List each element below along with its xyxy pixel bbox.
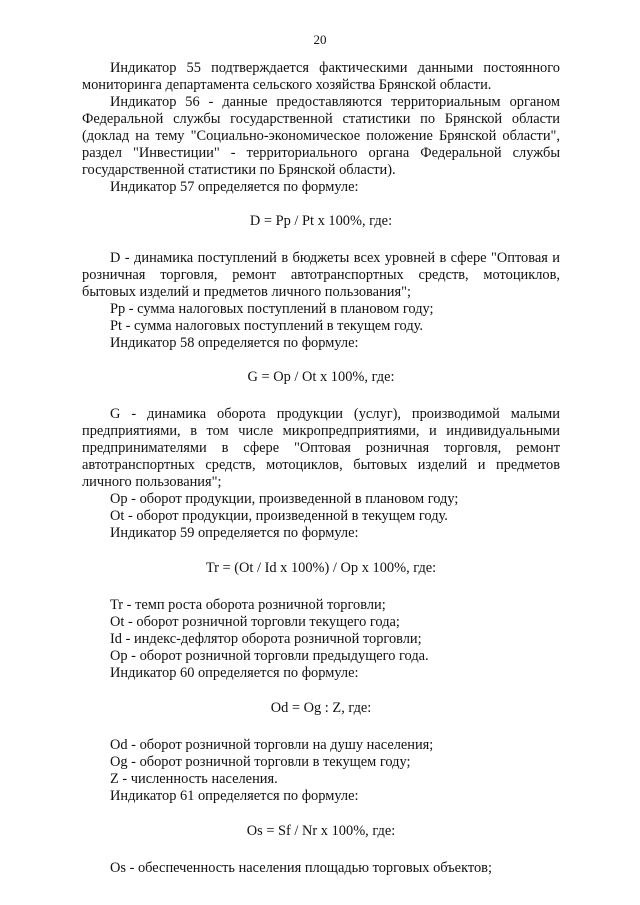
definition-id: Id - индекс-дефлятор оборота розничной торговли;: [110, 631, 422, 647]
paragraph-indicator-60-intro: Индикатор 60 определяется по формуле:: [110, 665, 359, 681]
definition-og: Og - оборот розничной торговли в текущем году;: [110, 754, 411, 770]
formula-g: G = Op / Ot x 100%, где:: [247, 369, 395, 385]
paragraph-indicator-58-intro: Индикатор 58 определяется по формуле:: [110, 335, 359, 351]
definition-op-retail: Op - оборот розничной торговли предыдущего года.: [110, 648, 429, 664]
paragraph-indicator-61-intro: Индикатор 61 определяется по формуле:: [110, 788, 359, 804]
definition-od: Od - оборот розничной торговли на душу населения;: [110, 737, 434, 753]
definition-ot-retail: Ot - оборот розничной торговли текущего года;: [110, 614, 400, 630]
definition-z: Z - численность населения.: [110, 771, 278, 787]
definition-pt: Pt - сумма налоговых поступлений в текущем году.: [110, 318, 424, 334]
definition-tr: Tr - темп роста оборота розничной торговли;: [110, 597, 386, 613]
definition-op: Op - оборот продукции, произведенной в плановом году;: [110, 491, 459, 507]
formula-tr: Tr = (Ot / Id x 100%) / Op x 100%, где:: [205, 560, 437, 576]
paragraph-indicator-56: Индикатор 56 - данные предоставляются территориальным органом Федеральной службы государственной статистики по Брянской области (доклад на тему "Социально-экономическое положение Брянской области", раздел "Инвестиции" - территориального органа Федеральной службы государственной статистики по Брянской области).: [82, 94, 560, 178]
paragraph-indicator-57-intro: Индикатор 57 определяется по формуле:: [110, 179, 359, 195]
definition-d: D - динамика поступлений в бюджеты всех уровней в сфере "Оптовая и розничная торговля, ремонт автотранспортных средств, мотоциклов, бытовых изделий и предметов личного пользования";: [82, 250, 560, 300]
paragraph-indicator-59-intro: Индикатор 59 определяется по формуле:: [110, 525, 359, 541]
definition-os: Os - обеспеченность населения площадью торговых объектов;: [110, 860, 492, 876]
document-body: [82, 60, 560, 877]
definition-pp: Pp - сумма налоговых поступлений в плановом году;: [110, 301, 434, 317]
formula-d: D = Pp / Pt x 100%, где:: [249, 213, 393, 229]
paragraph-indicator-55: Индикатор 55 подтверждается фактическими данными постоянного мониторинга департамента сельского хозяйства Брянской области.: [82, 60, 560, 93]
definition-ot: Ot - оборот продукции, произведенной в текущем году.: [110, 508, 448, 524]
formula-od: Od = Og : Z, где:: [270, 700, 372, 716]
page-number: 20: [313, 32, 327, 47]
definition-g: G - динамика оборота продукции (услуг), производимой малыми предприятиями, в том числе микропредприятиями, и индивидуальными предпринимателями в сфере "Оптовая розничная торговля, ремонт автотранспортных средств, мотоциклов, бытовых изделий и предметов личного пользования";: [82, 406, 560, 490]
formula-os: Os = Sf / Nr x 100%, где:: [246, 823, 396, 839]
